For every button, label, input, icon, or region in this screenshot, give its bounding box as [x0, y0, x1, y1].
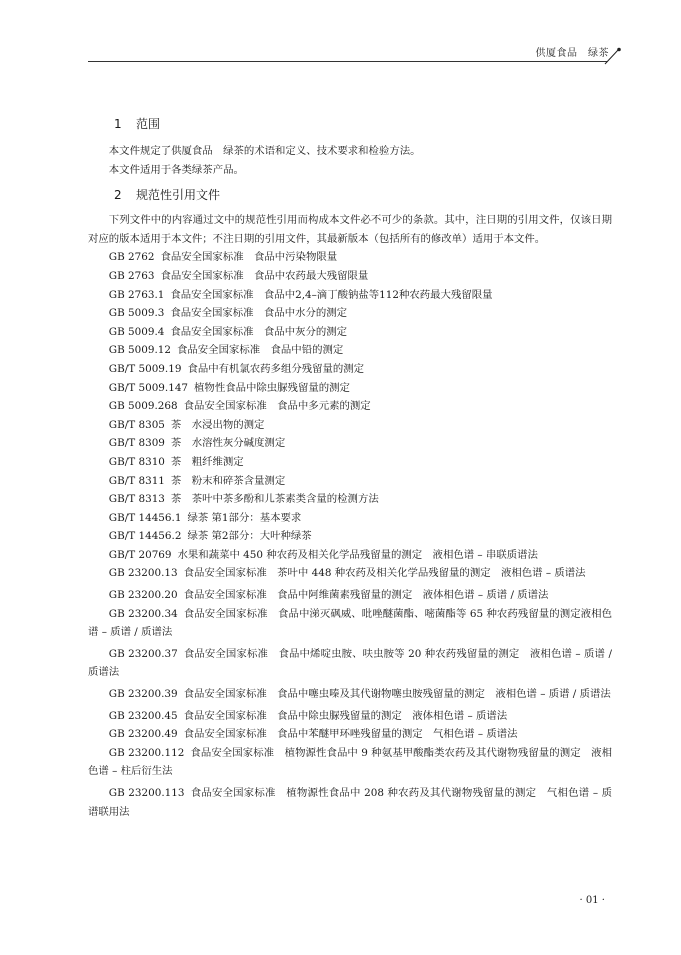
- reference-code: GB/T 5009.147: [108, 381, 189, 394]
- reference-title: 食品安全国家标准 食品中农药最大残留限量: [160, 269, 369, 282]
- reference-title: 食品安全国家标准 茶叶中 448 种农药及相关化学品残留量的测定 液相色谱 – 质谱法: [183, 567, 586, 580]
- reference-code: GB/T 8311: [108, 474, 165, 487]
- reference-title: 食品安全国家标准 食品中多元素的测定: [183, 400, 371, 413]
- reference-title: 茶 茶叶中茶多酚和儿茶素类含量的检测方法: [170, 493, 379, 506]
- reference-code: GB 23200.113: [108, 787, 185, 799]
- reference-code: GB 23200.13: [108, 567, 178, 580]
- reference-item: [88, 416, 612, 435]
- reference-item: [88, 509, 612, 528]
- section-heading-scope: [88, 112, 612, 136]
- reference-code: GB/T 14456.1: [108, 511, 182, 524]
- reference-item: [88, 360, 612, 379]
- reference-item: [88, 286, 612, 305]
- reference-code: GB 23200.45: [108, 709, 178, 722]
- reference-title: 食品安全国家标准 食品中2,4–滴丁酸钠盐等112种农药最大残留限量: [170, 288, 493, 301]
- reference-item: [88, 546, 612, 565]
- reference-code: GB 23200.34: [108, 607, 178, 620]
- reference-code: GB 23200.39: [108, 688, 178, 701]
- page-body: [88, 112, 612, 821]
- reference-title: 食品安全国家标准 植物源性食品中 9 种氨基甲酸酯类农药及其代谢物残留量的测定 液相色谱 – 柱后衍生法: [88, 746, 612, 778]
- reference-title: 食品安全国家标准 食品中阿维菌素残留量的测定 液体相色谱 – 质谱 / 质谱法: [183, 589, 549, 602]
- reference-item: [88, 564, 612, 583]
- reference-title: 食品安全国家标准 植物源性食品中 208 种农药及其代谢物残留量的测定 气相色谱 – 质谱联用法: [88, 787, 612, 818]
- reference-code: GB/T 8309: [108, 437, 165, 450]
- references-intro-paragraph: 下列文件中的内容通过文中的规范性引用而构成本文件必不可少的条款。其中，注日期的引用文件，仅该日期对应的版本适用于本文件；不注日期的引用文件，其最新版本（包括所有的修改单）适用于本文件。: [88, 214, 612, 245]
- reference-item: [88, 685, 612, 704]
- reference-item: [88, 725, 612, 744]
- reference-item: [88, 744, 612, 781]
- reference-item: [88, 323, 612, 342]
- section-heading-normative-references: [88, 183, 612, 207]
- reference-code: GB 5009.4: [108, 325, 165, 338]
- reference-code: GB/T 14456.2: [108, 530, 182, 543]
- scope-paragraph: 本文件规定了供厦食品 绿茶的术语和定义、技术要求和检验方法。: [108, 145, 421, 157]
- reference-item: [88, 605, 612, 642]
- reference-code: GB 23200.37: [108, 647, 178, 660]
- reference-code: GB 23200.112: [108, 746, 185, 759]
- reference-code: GB/T 8305: [108, 418, 165, 431]
- reference-code: GB 23200.49: [108, 728, 178, 741]
- reference-title: 食品安全国家标准 食品中污染物限量: [160, 251, 338, 264]
- reference-title: 水果和蔬菜中 450 种农药及相关化学品残留量的测定 液相色谱 – 串联质谱法: [177, 548, 538, 561]
- reference-item: [88, 434, 612, 453]
- page-number: · 01 ·: [579, 895, 605, 906]
- reference-item: [88, 707, 612, 726]
- reference-code: GB/T 20769: [108, 548, 172, 561]
- reference-item: [88, 379, 612, 398]
- reference-code: GB/T 5009.19: [108, 362, 182, 375]
- reference-code: GB 2762: [108, 251, 155, 264]
- reference-title: 食品安全国家标准 食品中灰分的测定: [170, 325, 348, 338]
- reference-title: 绿茶 第2部分：大叶种绿茶: [187, 530, 312, 543]
- running-header-title: 供厦食品 绿茶: [535, 48, 609, 59]
- reference-title: 植物性食品中除虫脲残留量的测定: [194, 381, 350, 394]
- reference-title: 茶 水溶性灰分碱度测定: [170, 437, 286, 450]
- reference-code: GB 2763.1: [108, 288, 165, 301]
- reference-item: [88, 490, 612, 509]
- reference-code: GB 23200.20: [108, 589, 178, 602]
- section-number: 2: [114, 188, 122, 203]
- reference-code: GB 5009.268: [108, 400, 178, 413]
- reference-item: [88, 645, 612, 682]
- reference-item: [88, 472, 612, 491]
- scope-paragraph: 本文件适用于各类绿茶产品。: [108, 163, 244, 176]
- reference-item: [88, 453, 612, 472]
- reference-item: [88, 341, 612, 360]
- reference-title: 食品安全国家标准 食品中苯醚甲环唑残留量的测定 气相色谱 – 质谱法: [183, 728, 518, 741]
- reference-title: 茶 粉末和碎茶含量测定: [170, 474, 286, 487]
- reference-item: [88, 304, 612, 323]
- reference-title: 食品安全国家标准 食品中水分的测定: [170, 307, 348, 320]
- reference-title: 食品安全国家标准 食品中涕灭砜威、吡唑醚菌酯、嘧菌酯等 65 种农药残留量的测定液相色谱 – 质谱 / 质谱法: [88, 607, 612, 639]
- section-title: 规范性引用文件: [136, 188, 221, 203]
- reference-title: 食品安全国家标准 食品中除虫脲残留量的测定 液体相色谱 – 质谱法: [183, 709, 508, 722]
- reference-code: GB 5009.3: [108, 307, 165, 320]
- reference-item: [88, 527, 612, 546]
- section-title: 范围: [136, 117, 161, 131]
- header-rule: [88, 61, 608, 62]
- reference-title: 食品安全国家标准 食品中噻虫嗪及其代谢物噻虫胺残留量的测定 液相色谱 – 质谱 / 质谱法: [183, 688, 611, 701]
- reference-code: GB/T 8313: [108, 493, 165, 506]
- reference-code: GB/T 8310: [108, 455, 165, 468]
- reference-list: [88, 248, 612, 821]
- section-number: 1: [114, 117, 122, 131]
- reference-item: [88, 397, 612, 416]
- reference-item: [88, 267, 612, 286]
- reference-title: 茶 水浸出物的测定: [170, 418, 265, 431]
- reference-title: 食品安全国家标准 食品中铅的测定: [177, 344, 344, 357]
- reference-item: [88, 586, 612, 605]
- reference-code: GB 5009.12: [108, 344, 172, 357]
- reference-code: GB 2763: [108, 269, 155, 282]
- reference-item: [88, 784, 612, 821]
- reference-title: 食品中有机氯农药多组分残留量的测定: [187, 362, 365, 375]
- reference-item: [88, 248, 612, 267]
- reference-title: 茶 粗纤维测定: [170, 455, 244, 468]
- header-slash-ornament: [604, 47, 622, 65]
- reference-title: 食品安全国家标准 食品中烯啶虫胺、呋虫胺等 20 种农药残留量的测定 液相色谱 – 质谱 / 质谱法: [88, 647, 612, 679]
- reference-title: 绿茶 第1部分：基本要求: [187, 511, 302, 524]
